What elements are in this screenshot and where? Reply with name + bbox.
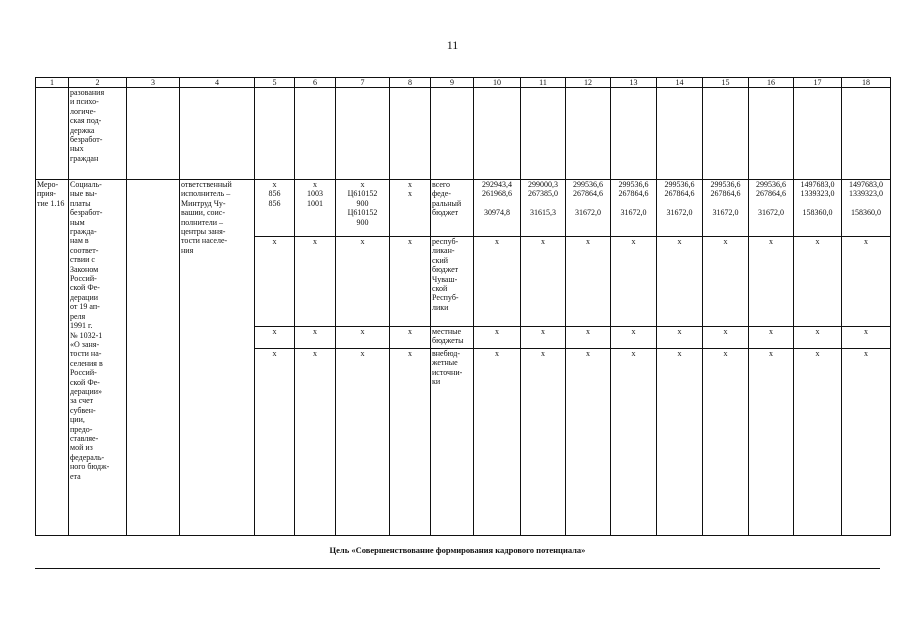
- value-cell: [657, 180, 703, 237]
- value-cell: x: [474, 237, 521, 327]
- value-cell: [566, 180, 611, 237]
- cell-rzpr: [295, 180, 336, 237]
- value-cell: x: [521, 349, 566, 536]
- value: [567, 199, 609, 208]
- value-cell: x: [657, 327, 703, 349]
- text-line: разования: [70, 88, 105, 97]
- source-name: жетные: [432, 358, 458, 368]
- cell-csr: [336, 180, 390, 237]
- code-cell: x: [390, 327, 431, 349]
- rzpr-code: x: [313, 180, 317, 189]
- text-line: тости населе-: [181, 236, 228, 246]
- text-line: ской Фе-: [70, 377, 100, 387]
- value-cell: x: [566, 327, 611, 349]
- text-line: ные вы-: [70, 189, 98, 199]
- value: 267385,0: [528, 189, 558, 199]
- value-cell: [474, 180, 521, 237]
- measure-id: [36, 180, 69, 536]
- value: 1497683,0: [849, 180, 883, 189]
- column-number: 5: [255, 78, 295, 88]
- value: 31672,0: [758, 208, 784, 218]
- text-line: ния: [181, 245, 194, 255]
- text-line: тости на-: [70, 349, 102, 359]
- source-name: феде-: [432, 189, 451, 199]
- text-line: мой из: [70, 443, 93, 453]
- csr-code: 900: [356, 198, 369, 208]
- value: 31672,0: [666, 208, 693, 218]
- text-line: тие 1.16: [37, 198, 65, 208]
- rzpr-code: 1001: [307, 198, 323, 208]
- value-cell: x: [842, 237, 891, 327]
- value: 158360,0: [851, 208, 881, 218]
- text-line: № 1032-1: [70, 330, 103, 340]
- value-cell: x: [474, 327, 521, 349]
- text-line: логиче-: [70, 106, 96, 116]
- value: 267864,6: [710, 189, 741, 199]
- value: 261968,6: [482, 189, 512, 199]
- column-number: 12: [566, 78, 611, 88]
- column-number: 9: [431, 78, 474, 88]
- value-cell: [794, 180, 842, 237]
- value-cell: x: [611, 327, 657, 349]
- text-line: безработ-: [70, 208, 103, 218]
- text-line: селения в: [70, 358, 103, 368]
- source-name: ской: [432, 284, 448, 294]
- text-line: ответственный: [181, 180, 232, 189]
- cell-grbs: [255, 180, 295, 237]
- text-line: ета: [70, 471, 81, 481]
- value: [612, 199, 655, 208]
- measure-row-federal: [36, 180, 891, 237]
- prev-row-name: [69, 88, 127, 180]
- value-cell: [611, 180, 657, 237]
- csr-code: 900: [356, 217, 369, 227]
- prev-row: [36, 88, 891, 180]
- code-cell: x: [390, 237, 431, 327]
- cell-vr: [390, 180, 431, 237]
- rzpr-code: 1003: [307, 189, 323, 199]
- column-number: 3: [127, 78, 180, 88]
- value-cell: [749, 180, 794, 237]
- empty-col3: [127, 180, 180, 536]
- source-name: местные: [432, 327, 462, 336]
- source-name: внебюд-: [432, 349, 460, 358]
- column-number: 18: [842, 78, 891, 88]
- source-name: ликан-: [432, 246, 455, 256]
- column-number: 11: [521, 78, 566, 88]
- text-line: за счет: [70, 396, 94, 406]
- column-number: 13: [611, 78, 657, 88]
- column-number: 4: [180, 78, 255, 88]
- value: 31672,0: [620, 208, 647, 218]
- grbs-code: 856: [268, 198, 281, 208]
- text-line: ствии с: [70, 255, 95, 265]
- value: 299536,6: [756, 180, 786, 189]
- csr-code: Ц610152: [347, 189, 378, 199]
- source-name: ский: [432, 255, 448, 265]
- column-number: 10: [474, 78, 521, 88]
- csr-code: Ц610152: [347, 208, 378, 218]
- value: 31672,0: [575, 208, 601, 218]
- value-cell: x: [749, 237, 794, 327]
- text-line: Россий-: [70, 274, 97, 284]
- goal-heading: Цель «Совершенствование формирования кадрового потенциала»: [329, 545, 586, 555]
- text-line: держка: [70, 125, 95, 135]
- text-line: дерации»: [70, 386, 103, 396]
- text-line: платы: [70, 198, 91, 208]
- source-name: ральный: [432, 198, 462, 208]
- source-name: лики: [432, 302, 449, 312]
- code-cell: x: [255, 349, 295, 536]
- code-cell: x: [336, 349, 390, 536]
- value-cell: x: [474, 349, 521, 536]
- text-line: федераль-: [70, 452, 105, 462]
- text-line: дерации: [70, 292, 99, 302]
- value: 267864,6: [756, 189, 786, 199]
- value: [658, 199, 701, 208]
- source-name: респуб-: [432, 237, 459, 246]
- vr-code: x: [408, 180, 412, 189]
- column-number: 6: [295, 78, 336, 88]
- text-line: безработ-: [70, 135, 103, 145]
- value-cell: x: [521, 237, 566, 327]
- value-cell: x: [749, 349, 794, 536]
- text-line: прия-: [37, 189, 56, 199]
- bottom-rule: [35, 568, 880, 569]
- text-line: нам в: [70, 236, 89, 246]
- grbs-code: x: [272, 180, 277, 189]
- text-line: ская под-: [70, 116, 102, 126]
- source-name: Чуваш-: [432, 274, 458, 284]
- value: [750, 199, 792, 208]
- text-line: граждан: [70, 153, 99, 163]
- value-cell: x: [611, 349, 657, 536]
- column-number: 2: [69, 78, 127, 88]
- measure-name: [69, 180, 127, 536]
- column-number: 1: [36, 78, 69, 88]
- text-line: исполнитель –: [181, 189, 231, 199]
- value: 1339323,0: [849, 189, 883, 199]
- source-name: бюджеты: [432, 336, 464, 346]
- column-number: 8: [390, 78, 431, 88]
- value: [843, 199, 889, 208]
- text-line: 1991 г.: [70, 321, 93, 331]
- text-line: ской Фе-: [70, 283, 100, 293]
- text-line: центры заня-: [181, 227, 226, 237]
- text-line: и психо-: [70, 97, 99, 107]
- value: 31615,3: [530, 208, 556, 218]
- text-line: полнители –: [181, 217, 224, 227]
- text-line: гражда-: [70, 227, 97, 237]
- value-cell: x: [611, 237, 657, 327]
- value: 1497683,0: [800, 180, 835, 189]
- source-name: всего: [432, 180, 451, 189]
- code-cell: x: [295, 327, 336, 349]
- text-line: предо-: [70, 424, 93, 434]
- csr-code: x: [360, 180, 365, 189]
- code-cell: x: [336, 327, 390, 349]
- text-line: ных: [70, 144, 84, 154]
- value: 299536,6: [573, 180, 603, 189]
- budget-table: [35, 77, 891, 536]
- value: [704, 199, 747, 208]
- text-line: «О заня-: [70, 339, 100, 349]
- value-cell: x: [794, 349, 842, 536]
- code-cell: x: [390, 349, 431, 536]
- value-cell: x: [842, 349, 891, 536]
- text-line: Меро-: [37, 180, 59, 189]
- text-line: ным: [70, 217, 85, 227]
- value-cell: [521, 180, 566, 237]
- source-name: источни-: [432, 367, 463, 377]
- budget-table-frame: [35, 77, 883, 569]
- value: 158360,0: [802, 208, 833, 218]
- text-line: ции,: [70, 415, 85, 425]
- grbs-code: 856: [268, 189, 281, 199]
- value: 267864,6: [618, 189, 649, 199]
- value: 31672,0: [712, 208, 739, 218]
- source-cell: [431, 349, 474, 536]
- value: [795, 199, 840, 208]
- cell-source-federal: [431, 180, 474, 237]
- code-cell: x: [295, 349, 336, 536]
- value-cell: x: [657, 237, 703, 327]
- column-number: 7: [336, 78, 390, 88]
- value: 1339323,0: [800, 189, 835, 199]
- page-number: 11: [446, 38, 459, 52]
- text-line: ставляе-: [70, 433, 99, 443]
- source-name: ки: [432, 377, 441, 387]
- value-cell: x: [566, 237, 611, 327]
- value-cell: x: [703, 237, 749, 327]
- source-cell: [431, 237, 474, 327]
- value-cell: x: [657, 349, 703, 536]
- value-cell: [703, 180, 749, 237]
- text-line: субвен-: [70, 405, 96, 415]
- source-cell: [431, 327, 474, 349]
- source-name: бюджет: [432, 208, 459, 218]
- value-cell: x: [703, 349, 749, 536]
- code-cell: x: [255, 327, 295, 349]
- code-cell: x: [255, 237, 295, 327]
- value: 30974,8: [484, 208, 510, 218]
- text-line: вашии, соис-: [181, 208, 225, 218]
- text-line: ного бюдж-: [70, 462, 110, 472]
- text-line: Законом: [70, 264, 99, 274]
- value-cell: x: [842, 327, 891, 349]
- value: 299536,6: [618, 180, 649, 189]
- column-number: 17: [794, 78, 842, 88]
- value: [475, 199, 519, 208]
- text-line: Социаль-: [70, 180, 102, 189]
- text-line: от 19 ап-: [70, 302, 100, 312]
- column-number-row: [36, 78, 891, 88]
- text-line: соответ-: [70, 245, 99, 255]
- value: 292943,4: [482, 180, 512, 189]
- value: 299536,6: [664, 180, 695, 189]
- value: [522, 199, 564, 208]
- value: 299000,3: [528, 180, 558, 189]
- value: 299536,6: [710, 180, 741, 189]
- code-cell: x: [295, 237, 336, 327]
- value-cell: x: [703, 327, 749, 349]
- text-line: реля: [70, 311, 86, 321]
- measure-executor: [180, 180, 255, 536]
- code-cell: x: [336, 237, 390, 327]
- column-number: 15: [703, 78, 749, 88]
- value-cell: x: [749, 327, 794, 349]
- source-name: Респуб-: [432, 293, 459, 303]
- value-cell: x: [794, 237, 842, 327]
- value-cell: x: [521, 327, 566, 349]
- value: 267864,6: [573, 189, 603, 199]
- column-number: 14: [657, 78, 703, 88]
- vr-code: x: [408, 189, 412, 199]
- value: 267864,6: [664, 189, 695, 199]
- value-cell: x: [566, 349, 611, 536]
- text-line: Минтруд Чу-: [181, 198, 226, 208]
- value-cell: x: [794, 327, 842, 349]
- value-cell: [842, 180, 891, 237]
- column-number: 16: [749, 78, 794, 88]
- text-line: Россий-: [70, 368, 97, 378]
- source-name: бюджет: [432, 265, 459, 275]
